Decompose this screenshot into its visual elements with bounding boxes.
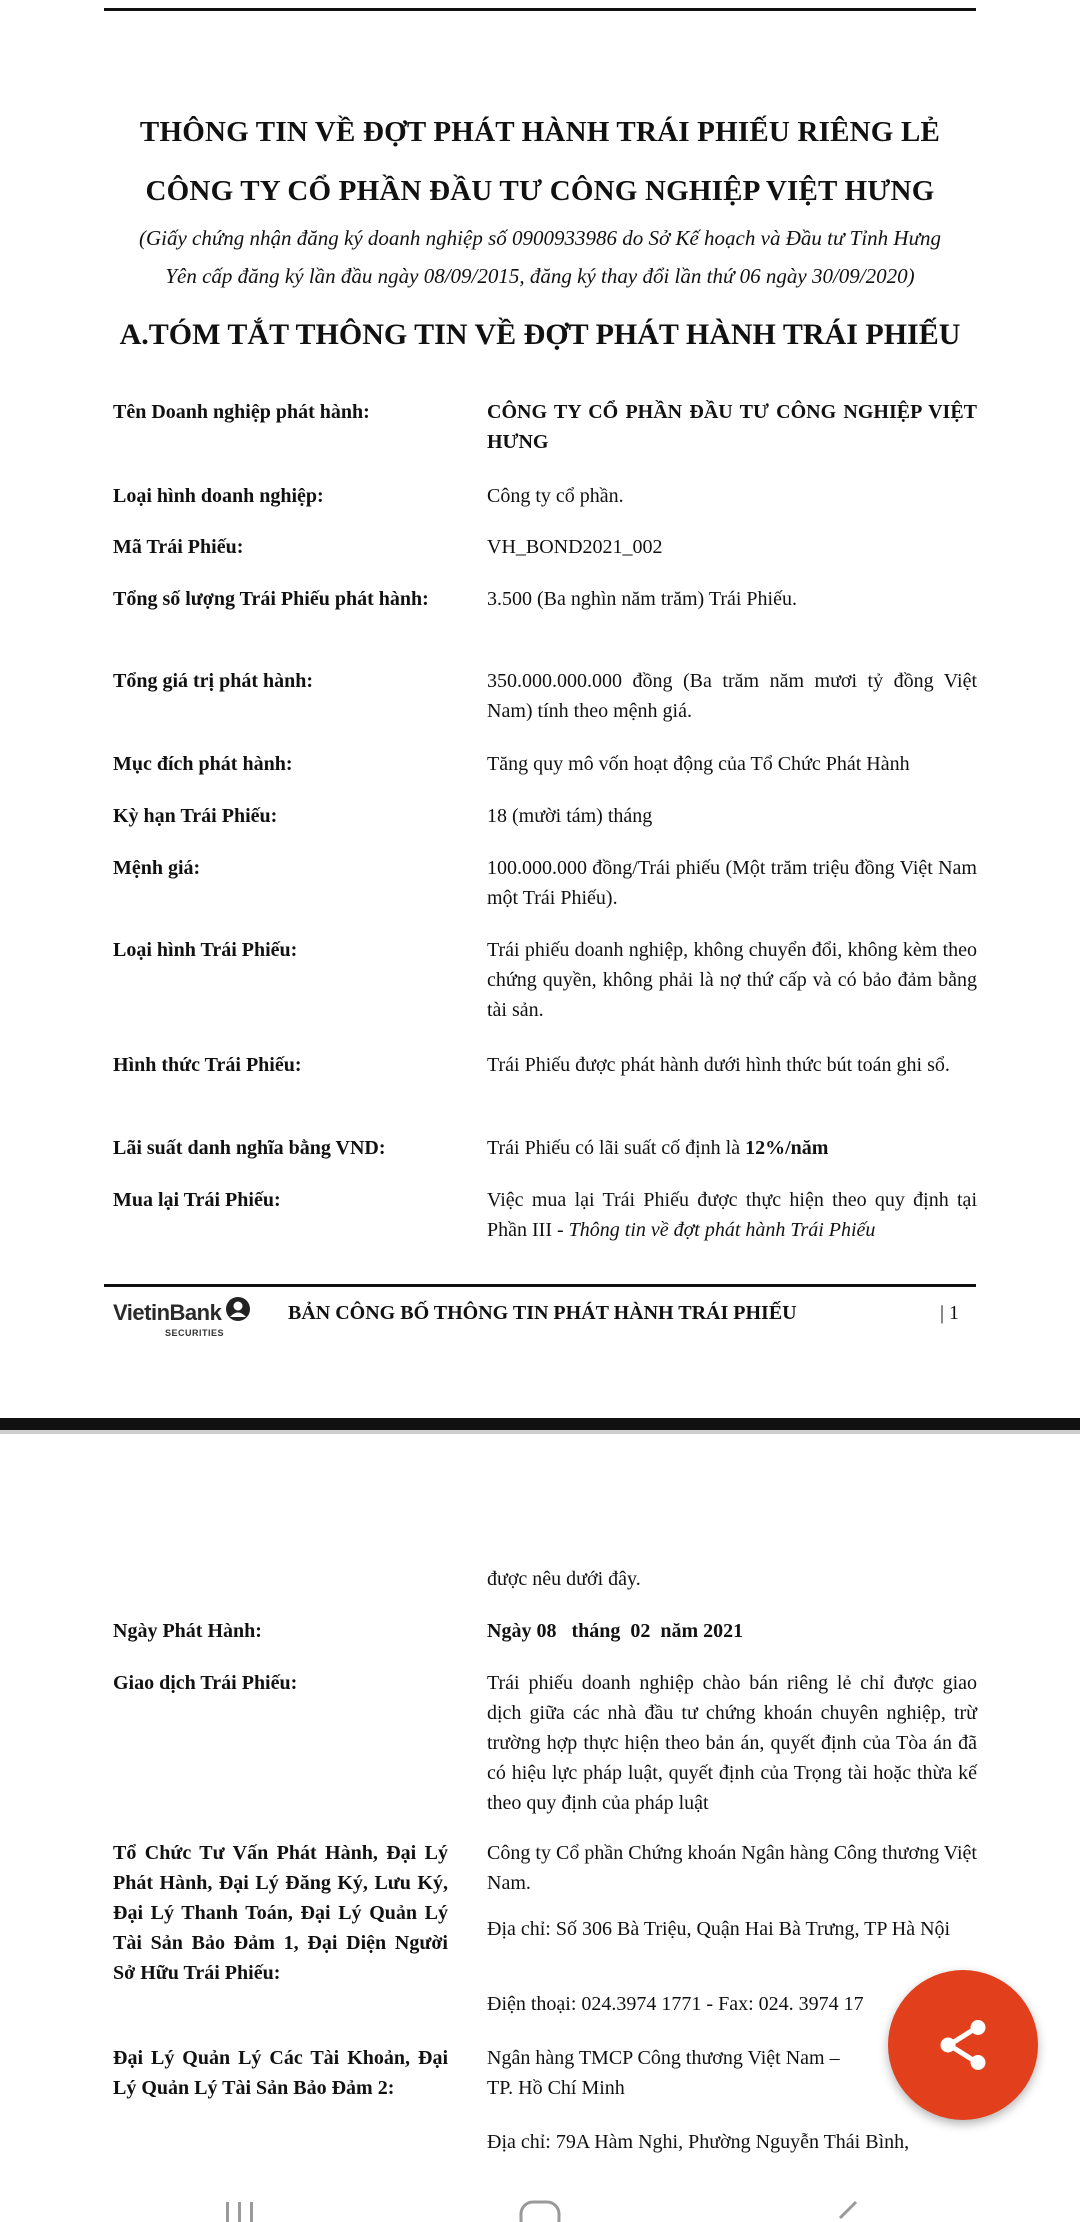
- field-label-bond-code: Mã Trái Phiếu:: [113, 536, 244, 558]
- doc-title-line-1: THÔNG TIN VỀ ĐỢT PHÁT HÀNH TRÁI PHIẾU RIÊNG LẺ: [139, 116, 941, 148]
- field-label-company-type: Loại hình doanh nghiệp:: [113, 485, 324, 507]
- share-button[interactable]: [888, 1970, 1038, 2120]
- field-label-bond-form: Hình thức Trái Phiếu:: [113, 1054, 302, 1076]
- field-value-bond-code: VH_BOND2021_002: [487, 536, 663, 558]
- continuation-text: được nêu dưới đây.: [487, 1568, 641, 1590]
- home-icon[interactable]: [518, 2200, 562, 2222]
- logo-subtext: SECURITIES: [165, 1328, 225, 1338]
- doc-subtitle-line-1: (Giấy chứng nhận đăng ký doanh nghiệp số 0900933986 do Sở Kế hoạch và Đầu tư Tỉnh Hưng: [138, 226, 942, 250]
- field-value-advisor-phone: Điện thoại: 024.3974 1771 - Fax: 024. 3974 17: [487, 1993, 864, 2015]
- back-icon[interactable]: [826, 2200, 862, 2222]
- field-label-term: Kỳ hạn Trái Phiếu:: [113, 805, 278, 827]
- field-value-purpose: Tăng quy mô vốn hoạt động của Tổ Chức Phát Hành: [487, 753, 910, 775]
- footer-rule: [104, 1284, 976, 1287]
- page-separator: [0, 1418, 1080, 1430]
- vietinbank-logo: [113, 1296, 263, 1346]
- field-value-total-value: 350.000.000.000 đồng (Ba trăm năm mươi tỷ đồng Việt Nam) tính theo mệnh giá.: [487, 670, 977, 722]
- share-icon: [933, 2015, 993, 2075]
- field-value-total-quantity: 3.500 (Ba nghìn năm trăm) Trái Phiếu.: [487, 588, 797, 610]
- vietinbank-mark-icon: [225, 1296, 251, 1322]
- field-value-issue-date: Ngày 08 tháng 02 năm 2021: [487, 1620, 744, 1642]
- field-value-par-value: 100.000.000 đồng/Trái phiếu (Một trăm triệu đồng Việt Nam một Trái Phiếu).: [487, 857, 977, 909]
- field-label-account-agent: Đại Lý Quản Lý Các Tài Khoản, Đại Lý Quản Lý Tài Sản Bảo Đảm 2:: [113, 2047, 448, 2099]
- field-label-issue-date: Ngày Phát Hành:: [113, 1620, 262, 1642]
- field-value-bond-form: Trái Phiếu được phát hành dưới hình thức bút toán ghi sổ.: [487, 1054, 950, 1076]
- field-label-advisor: Tổ Chức Tư Vấn Phát Hành, Đại Lý Phát Hành, Đại Lý Đăng Ký, Lưu Ký, Đại Lý Thanh Toán, Đại Lý Quản Lý Tài Sản Bảo Đảm 1, Đại Diện Người Sở Hữu Trái Phiếu:: [113, 1842, 448, 1984]
- field-value-advisor-address: Địa chỉ: Số 306 Bà Triệu, Quận Hai Bà Trưng, TP Hà Nội: [487, 1918, 951, 1940]
- field-label-par-value: Mệnh giá:: [113, 857, 201, 879]
- section-title: A.TÓM TẮT THÔNG TIN VỀ ĐỢT PHÁT HÀNH TRÁI PHIẾU: [119, 318, 961, 351]
- field-label-trading: Giao dịch Trái Phiếu:: [113, 1672, 298, 1694]
- field-value-interest-rate: [487, 1133, 977, 1163]
- footer-title: BẢN CÔNG BỐ THÔNG TIN PHÁT HÀNH TRÁI PHIẾU: [288, 1302, 797, 1324]
- interest-rate-text: Trái Phiếu có lãi suất cố định là: [487, 1137, 746, 1159]
- recent-apps-icon[interactable]: [222, 2200, 262, 2222]
- field-label-purpose: Mục đích phát hành:: [113, 753, 293, 775]
- buyback-italic: Thông tin về đợt phát hành Trái Phiếu: [568, 1219, 876, 1241]
- field-value-account-agent-branch: TP. Hồ Chí Minh: [487, 2077, 625, 2099]
- doc-title-line-2: CÔNG TY CỔ PHẦN ĐẦU TƯ CÔNG NGHIỆP VIỆT HƯNG: [145, 175, 935, 207]
- field-value-trading: Trái phiếu doanh nghiệp chào bán riêng lẻ chỉ được giao dịch giữa các nhà đầu tư chứng khoán chuyên nghiệp, trừ trường hợp thực hiện theo bản án, quyết định của Tòa án đã có hiệu lực pháp luật, quyết định của Trọng tài hoặc thừa kế theo quy định của pháp luật: [487, 1672, 977, 1814]
- field-label-issuer: Tên Doanh nghiệp phát hành:: [113, 401, 370, 423]
- field-value-buyback: [487, 1185, 977, 1245]
- field-label-total-value: Tổng giá trị phát hành:: [113, 670, 314, 692]
- field-value-term: 18 (mười tám) tháng: [487, 805, 653, 827]
- field-value-account-agent-name: Ngân hàng TMCP Công thương Việt Nam –: [487, 2047, 840, 2069]
- doc-subtitle-line-2: Yên cấp đăng ký lần đầu ngày 08/09/2015, đăng ký thay đổi lần thứ 06 ngày 30/09/2020): [165, 264, 915, 288]
- page-number: | 1: [940, 1302, 960, 1324]
- logo-text: VietinBank: [113, 1300, 222, 1325]
- field-value-issuer: CÔNG TY CỔ PHẦN ĐẦU TƯ CÔNG NGHIỆP VIỆT HƯNG: [487, 401, 977, 453]
- header-rule: [104, 8, 976, 11]
- field-value-bond-type: Trái phiếu doanh nghiệp, không chuyển đổi, không kèm theo chứng quyền, không phải là nợ thứ cấp và có bảo đảm bằng tài sản.: [487, 939, 977, 1021]
- field-value-account-agent-address: Địa chỉ: 79A Hàm Nghi, Phường Nguyễn Thái Bình,: [487, 2131, 910, 2153]
- field-value-advisor-name: Công ty Cổ phần Chứng khoán Ngân hàng Công thương Việt Nam.: [487, 1842, 977, 1894]
- field-label-bond-type: Loại hình Trái Phiếu:: [113, 939, 298, 961]
- field-label-total-quantity: Tổng số lượng Trái Phiếu phát hành:: [113, 588, 429, 610]
- field-value-company-type: Công ty cổ phần.: [487, 485, 624, 507]
- interest-rate-bold: 12%/năm: [745, 1137, 829, 1159]
- buyback-text: Việc mua lại Trái Phiếu được thực hiện theo quy định tại Phần III -: [487, 1189, 977, 1241]
- field-label-interest-rate: Lãi suất danh nghĩa bằng VND:: [113, 1137, 386, 1159]
- field-label-buyback: Mua lại Trái Phiếu:: [113, 1189, 281, 1211]
